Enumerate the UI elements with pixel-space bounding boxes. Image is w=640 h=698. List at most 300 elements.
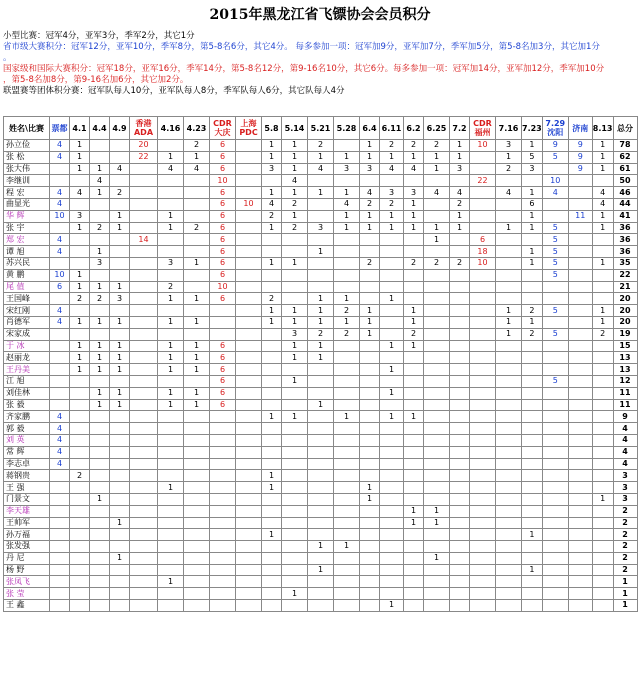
score-cell — [236, 529, 262, 541]
score-cell: 1 — [360, 210, 380, 222]
score-cell — [334, 552, 360, 564]
score-cell: 1 — [184, 316, 210, 328]
score-cell — [592, 423, 613, 435]
score-cell — [184, 600, 210, 612]
score-cell — [110, 234, 130, 246]
score-cell: 1 — [450, 151, 470, 163]
score-cell — [470, 198, 496, 210]
score-cell — [210, 576, 236, 588]
score-cell — [282, 517, 308, 529]
score-cell — [334, 269, 360, 281]
score-cell — [424, 305, 450, 317]
score-cell — [110, 151, 130, 163]
score-cell: 1 — [404, 210, 424, 222]
score-cell: 1 — [592, 316, 613, 328]
table-row — [4, 600, 638, 612]
total-score-cell: 20 — [613, 293, 637, 305]
score-cell — [184, 328, 210, 340]
score-cell — [360, 446, 380, 458]
score-cell: 3 — [334, 163, 360, 175]
score-cell — [130, 564, 158, 576]
score-cell — [522, 375, 543, 387]
score-cell: 1 — [360, 328, 380, 340]
score-cell — [522, 352, 543, 364]
score-cell: 1 — [308, 340, 334, 352]
score-cell — [184, 541, 210, 553]
score-cell: 1 — [334, 187, 360, 199]
score-cell: 6 — [210, 364, 236, 376]
score-cell — [522, 411, 543, 423]
score-cell: 1 — [380, 293, 404, 305]
score-cell — [334, 352, 360, 364]
score-cell — [130, 305, 158, 317]
score-cell — [70, 529, 90, 541]
score-cell: 1 — [592, 140, 613, 152]
score-cell: 2 — [262, 293, 282, 305]
score-cell: 1 — [592, 493, 613, 505]
score-cell — [334, 446, 360, 458]
score-cell: 1 — [380, 411, 404, 423]
score-cell — [90, 552, 110, 564]
score-cell — [90, 140, 110, 152]
score-cell — [184, 246, 210, 258]
score-cell — [70, 517, 90, 529]
total-score-cell: 44 — [613, 198, 637, 210]
score-cell: 1 — [424, 163, 450, 175]
score-cell — [210, 493, 236, 505]
score-cell — [262, 423, 282, 435]
score-cell: 2 — [90, 293, 110, 305]
score-cell: 1 — [334, 293, 360, 305]
score-cell — [308, 552, 334, 564]
score-cell — [496, 399, 522, 411]
score-cell — [424, 352, 450, 364]
score-cell: 1 — [522, 529, 543, 541]
score-cell: 1 — [90, 281, 110, 293]
score-cell — [470, 541, 496, 553]
score-cell — [380, 541, 404, 553]
score-cell: 1 — [308, 246, 334, 258]
score-cell — [184, 588, 210, 600]
score-cell — [236, 375, 262, 387]
table-row — [4, 293, 638, 305]
score-cell — [130, 399, 158, 411]
score-cell — [592, 482, 613, 494]
scoring-rule-line: 。 — [3, 53, 12, 63]
score-cell: 4 — [50, 446, 70, 458]
score-cell — [236, 281, 262, 293]
score-cell — [568, 552, 592, 564]
score-cell — [496, 375, 522, 387]
score-cell — [568, 423, 592, 435]
score-cell — [522, 293, 543, 305]
score-cell: 1 — [282, 316, 308, 328]
score-cell — [592, 281, 613, 293]
member-name: 杨 野 — [4, 564, 50, 576]
score-cell — [450, 352, 470, 364]
score-cell: 4 — [110, 163, 130, 175]
score-cell — [568, 387, 592, 399]
total-score-cell: 36 — [613, 222, 637, 234]
score-cell — [470, 187, 496, 199]
score-cell — [110, 328, 130, 340]
score-cell — [470, 505, 496, 517]
score-cell — [522, 423, 543, 435]
score-cell — [380, 529, 404, 541]
score-cell: 10 — [210, 175, 236, 187]
score-cell — [592, 399, 613, 411]
total-score-cell: 1 — [613, 588, 637, 600]
score-cell — [334, 140, 360, 152]
score-cell: 2 — [450, 257, 470, 269]
score-cell: 2 — [522, 328, 543, 340]
score-cell — [308, 576, 334, 588]
score-cell: 1 — [262, 482, 282, 494]
score-cell: 1 — [404, 151, 424, 163]
score-cell: 1 — [450, 140, 470, 152]
score-cell — [210, 434, 236, 446]
score-cell — [470, 423, 496, 435]
score-cell — [568, 328, 592, 340]
score-cell — [592, 505, 613, 517]
score-cell: 2 — [404, 140, 424, 152]
score-cell: 10 — [470, 140, 496, 152]
score-cell — [496, 505, 522, 517]
score-cell — [470, 552, 496, 564]
score-cell — [110, 375, 130, 387]
score-cell — [542, 364, 568, 376]
total-score-cell: 4 — [613, 446, 637, 458]
score-cell — [592, 552, 613, 564]
score-cell: 1 — [308, 187, 334, 199]
score-cell — [90, 505, 110, 517]
score-cell: 3 — [496, 140, 522, 152]
score-cell — [592, 293, 613, 305]
score-cell — [130, 434, 158, 446]
score-cell — [334, 505, 360, 517]
score-cell: 1 — [334, 316, 360, 328]
score-cell: 1 — [334, 210, 360, 222]
score-cell — [210, 600, 236, 612]
score-cell — [282, 576, 308, 588]
score-cell: 6 — [50, 281, 70, 293]
score-cell — [334, 375, 360, 387]
score-cell — [158, 140, 184, 152]
score-cell: 3 — [158, 257, 184, 269]
score-cell — [496, 246, 522, 258]
score-cell — [236, 269, 262, 281]
score-cell — [592, 564, 613, 576]
score-cell — [450, 458, 470, 470]
score-cell — [158, 305, 184, 317]
score-cell — [70, 375, 90, 387]
score-cell — [360, 175, 380, 187]
score-cell — [568, 316, 592, 328]
header-event-column: CDR大庆 — [210, 117, 236, 140]
score-cell: 10 — [210, 281, 236, 293]
score-cell — [308, 588, 334, 600]
score-cell: 4 — [282, 175, 308, 187]
score-cell — [210, 316, 236, 328]
score-cell: 5 — [542, 305, 568, 317]
score-cell — [130, 600, 158, 612]
score-cell — [90, 305, 110, 317]
score-cell — [90, 151, 110, 163]
score-cell — [50, 552, 70, 564]
score-cell — [542, 588, 568, 600]
score-cell: 1 — [184, 352, 210, 364]
score-cell — [70, 600, 90, 612]
total-score-cell: 2 — [613, 564, 637, 576]
score-cell — [404, 352, 424, 364]
score-cell — [404, 375, 424, 387]
total-score-cell: 21 — [613, 281, 637, 293]
header-event-column: 6.4 — [360, 117, 380, 140]
score-cell: 2 — [308, 328, 334, 340]
total-score-cell: 3 — [613, 482, 637, 494]
score-cell — [404, 493, 424, 505]
score-cell — [334, 387, 360, 399]
score-cell — [282, 399, 308, 411]
score-cell: 9 — [568, 140, 592, 152]
score-cell — [404, 576, 424, 588]
score-cell — [334, 576, 360, 588]
score-cell: 4 — [90, 175, 110, 187]
score-cell — [334, 529, 360, 541]
score-cell — [568, 364, 592, 376]
score-cell — [70, 446, 90, 458]
score-cell — [90, 529, 110, 541]
score-cell — [262, 446, 282, 458]
score-cell — [50, 352, 70, 364]
total-score-cell: 4 — [613, 423, 637, 435]
score-cell — [110, 434, 130, 446]
score-cell — [424, 198, 450, 210]
score-cell: 2 — [496, 163, 522, 175]
score-cell — [450, 529, 470, 541]
score-cell — [470, 399, 496, 411]
score-cell: 2 — [424, 140, 450, 152]
score-cell — [360, 517, 380, 529]
score-cell: 1 — [158, 399, 184, 411]
score-cell — [522, 482, 543, 494]
score-cell — [592, 246, 613, 258]
score-cell — [90, 517, 110, 529]
score-cell — [210, 458, 236, 470]
score-cell — [360, 505, 380, 517]
score-cell — [470, 576, 496, 588]
score-cell: 1 — [282, 352, 308, 364]
header-event-column: 7.2 — [450, 117, 470, 140]
score-cell — [470, 529, 496, 541]
score-cell — [282, 529, 308, 541]
score-cell — [424, 175, 450, 187]
score-cell: 1 — [90, 340, 110, 352]
member-name: 尾 值 — [4, 281, 50, 293]
score-cell: 3 — [308, 222, 334, 234]
score-cell — [210, 305, 236, 317]
score-cell — [184, 493, 210, 505]
score-cell — [130, 257, 158, 269]
member-name: 常 辉 — [4, 446, 50, 458]
score-cell: 1 — [424, 552, 450, 564]
score-cell — [568, 446, 592, 458]
member-name: 宋家成 — [4, 328, 50, 340]
score-cell: 1 — [262, 151, 282, 163]
score-cell: 1 — [380, 387, 404, 399]
score-cell — [236, 328, 262, 340]
score-cell — [522, 364, 543, 376]
score-cell — [470, 328, 496, 340]
score-cell: 1 — [380, 340, 404, 352]
score-cell — [496, 269, 522, 281]
score-cell — [184, 305, 210, 317]
score-cell: 1 — [158, 222, 184, 234]
header-event-column: 济南 — [568, 117, 592, 140]
table-row — [4, 446, 638, 458]
header-event-column: 5.8 — [262, 117, 282, 140]
score-cell — [592, 458, 613, 470]
score-cell — [50, 505, 70, 517]
score-cell: 1 — [184, 399, 210, 411]
score-cell — [308, 387, 334, 399]
score-cell — [404, 470, 424, 482]
score-cell — [592, 434, 613, 446]
scoring-rule-line: 联盟赛等团体积分赛：冠军队每人10分，亚军队每人8分，季军队每人6分，其它队每人4分 — [3, 86, 345, 96]
score-cell — [522, 234, 543, 246]
score-cell — [542, 564, 568, 576]
score-cell — [334, 434, 360, 446]
score-cell — [308, 269, 334, 281]
score-cell: 1 — [158, 293, 184, 305]
score-cell — [496, 198, 522, 210]
score-cell — [522, 470, 543, 482]
score-cell: 1 — [262, 411, 282, 423]
score-cell — [380, 328, 404, 340]
score-cell — [90, 564, 110, 576]
score-cell — [380, 552, 404, 564]
table-row — [4, 399, 638, 411]
score-cell — [450, 269, 470, 281]
score-cell: 4 — [334, 198, 360, 210]
total-score-cell: 19 — [613, 328, 637, 340]
score-cell: 4 — [158, 163, 184, 175]
score-cell — [184, 517, 210, 529]
score-cell — [262, 352, 282, 364]
score-cell: 2 — [360, 198, 380, 210]
score-cell — [158, 458, 184, 470]
score-cell — [210, 411, 236, 423]
score-cell — [236, 163, 262, 175]
score-cell — [496, 588, 522, 600]
score-cell — [158, 375, 184, 387]
table-row — [4, 375, 638, 387]
member-name: 曲显光 — [4, 198, 50, 210]
score-cell — [70, 493, 90, 505]
score-cell: 2 — [282, 222, 308, 234]
member-name: 王 鑫 — [4, 600, 50, 612]
score-cell — [130, 293, 158, 305]
score-cell — [90, 470, 110, 482]
score-cell — [424, 340, 450, 352]
score-cell: 6 — [210, 269, 236, 281]
score-cell — [496, 541, 522, 553]
score-cell: 1 — [522, 564, 543, 576]
score-cell — [380, 588, 404, 600]
score-cell — [380, 423, 404, 435]
score-cell — [184, 198, 210, 210]
score-cell: 2 — [282, 198, 308, 210]
score-cell — [380, 482, 404, 494]
score-cell — [236, 175, 262, 187]
score-cell — [424, 458, 450, 470]
score-cell — [404, 175, 424, 187]
score-cell — [542, 293, 568, 305]
score-cell: 1 — [360, 151, 380, 163]
score-cell: 2 — [334, 305, 360, 317]
score-cell — [592, 175, 613, 187]
score-cell — [542, 387, 568, 399]
score-cell — [70, 328, 90, 340]
score-cell — [50, 340, 70, 352]
score-cell — [130, 482, 158, 494]
member-name: 华 辉 — [4, 210, 50, 222]
score-cell — [404, 293, 424, 305]
score-cell — [380, 234, 404, 246]
score-cell — [568, 281, 592, 293]
score-cell: 1 — [282, 140, 308, 152]
member-name: 肖德军 — [4, 316, 50, 328]
total-score-cell: 46 — [613, 187, 637, 199]
score-cell: 4 — [50, 434, 70, 446]
score-cell — [158, 411, 184, 423]
score-cell: 1 — [184, 364, 210, 376]
score-cell — [470, 305, 496, 317]
score-cell — [262, 269, 282, 281]
score-cell: 1 — [404, 222, 424, 234]
score-cell — [334, 564, 360, 576]
score-cell — [334, 493, 360, 505]
score-cell — [70, 588, 90, 600]
score-cell — [568, 588, 592, 600]
score-cell: 1 — [450, 210, 470, 222]
score-cell — [542, 458, 568, 470]
score-cell: 1 — [308, 541, 334, 553]
score-cell — [470, 564, 496, 576]
score-cell: 1 — [496, 222, 522, 234]
score-cell: 5 — [542, 222, 568, 234]
score-cell — [236, 564, 262, 576]
score-cell — [496, 387, 522, 399]
score-cell — [130, 458, 158, 470]
score-cell — [130, 423, 158, 435]
score-cell: 4 — [50, 423, 70, 435]
score-cell — [184, 564, 210, 576]
score-cell — [470, 269, 496, 281]
score-cell — [110, 493, 130, 505]
score-cell — [282, 387, 308, 399]
score-cell: 1 — [522, 210, 543, 222]
score-cell: 1 — [282, 375, 308, 387]
score-cell: 1 — [334, 411, 360, 423]
score-cell: 2 — [450, 198, 470, 210]
score-cell — [184, 434, 210, 446]
member-name: 赵丽龙 — [4, 352, 50, 364]
score-cell — [522, 434, 543, 446]
score-cell — [360, 246, 380, 258]
score-cell — [130, 352, 158, 364]
score-cell — [568, 434, 592, 446]
